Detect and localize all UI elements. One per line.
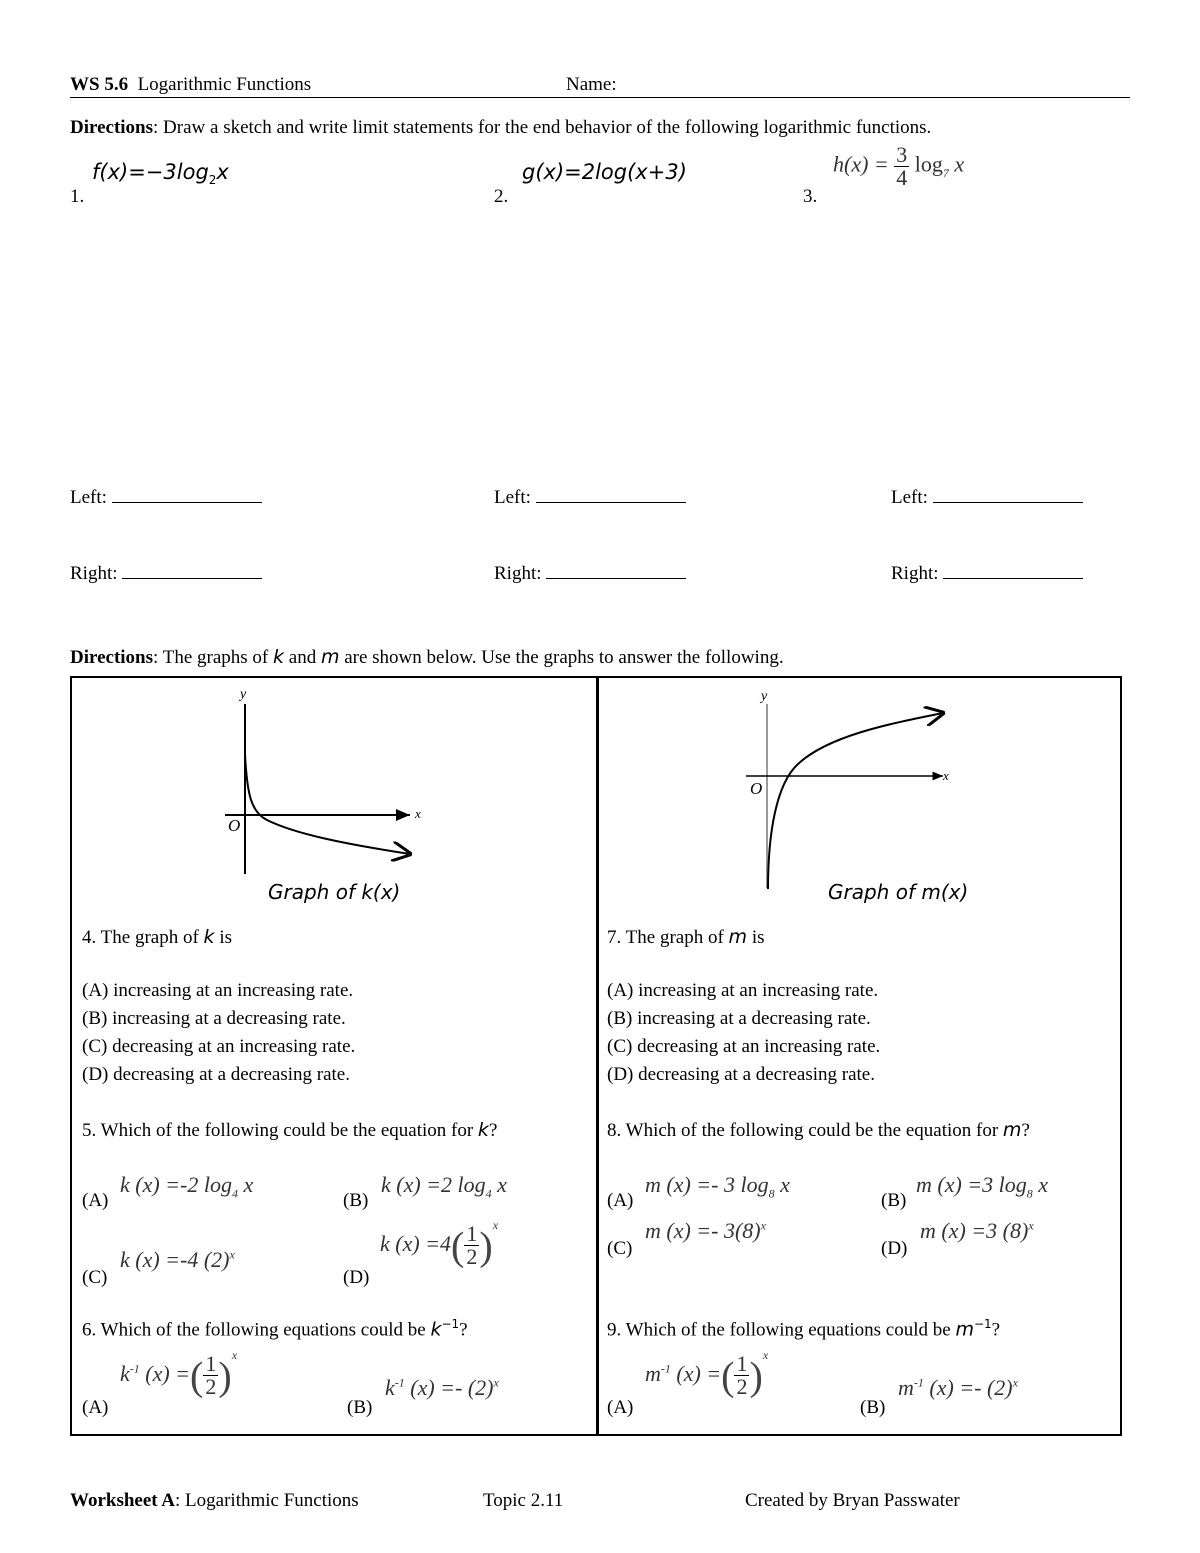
graph-m-origin: O [750,779,763,798]
q7-choice-a[interactable]: (A) increasing at an increasing rate. [607,980,879,1001]
table-divider [596,676,599,1436]
question-4-choices [82,977,355,1089]
problem-3-arg: x [954,151,965,177]
q4-choice-a[interactable]: (A) increasing at an increasing rate. [82,980,354,1001]
q6-a-label[interactable]: (A) [82,1397,109,1418]
question-5: 5. Which of the following could be the equation for k? [82,1119,498,1141]
name-label: Name: [566,74,617,95]
footer-worksheet: Worksheet A: Logarithmic Functions [70,1490,359,1511]
q5-d-label[interactable]: (D) [343,1267,370,1288]
q4-choice-b[interactable]: (B) increasing at a decreasing rate. [82,1008,346,1029]
question-6: 6. Which of the following equations could be $k^{-1}$? [82,1317,468,1341]
problem-1-lhs: f(x)=−3log [92,160,209,184]
worksheet-number: WS 5.6 [70,74,129,95]
q8-c-equation: m $(x) =- 3(8)^x$ [645,1218,766,1243]
problem-1-base: 2 [208,173,217,188]
problem-1-equation [92,160,229,187]
problem-2-equation: g(x)=2log(x+3) [522,160,687,184]
q9-a-label[interactable]: (A) [607,1397,634,1418]
q8-d-equation: m (x) =3 $(8)^x$ [920,1218,1034,1243]
problem-3-lhs: h(x) = [833,151,889,177]
header-rule [70,97,1130,98]
graph-k-curve [245,754,410,854]
q8-b-label[interactable]: (B) [881,1190,907,1211]
question-7-choices [607,977,880,1089]
q8-a-label[interactable]: (A) [607,1190,634,1211]
footer-credit: Created by Bryan Passwater [745,1490,960,1511]
graph-m-curve [768,713,943,889]
q5-a-equation: k (x) =-2 $\log_4 x$ [120,1172,254,1201]
q8-b-equation: m (x) =3 $\log_8 x$ [916,1172,1049,1201]
graph-m-caption: Graph of m(x) [828,880,969,904]
question-4: 4. The graph of k is [82,926,232,948]
q8-c-label[interactable]: (C) [607,1238,633,1259]
graph-k-caption: Graph of k(x) [268,880,401,904]
limit-left-2[interactable]: Left: [494,484,686,509]
q8-a-equation: m (x) =- 3 $\log_8 x$ [645,1172,790,1201]
q6-a-equation: $k^{-1}$ (x) =( $\frac{1}{2}$ )$^x$ [120,1348,238,1400]
q6-b-label[interactable]: (B) [347,1397,373,1418]
worksheet-topic: Logarithmic Functions [137,74,312,95]
q8-d-label[interactable]: (D) [881,1238,908,1259]
q9-b-label[interactable]: (B) [860,1397,886,1418]
q7-choice-c[interactable]: (C) decreasing at an increasing rate. [607,1036,881,1057]
q6-b-equation: $k^{-1}$ $(x) =- (2)^x$ [385,1375,499,1400]
question-7: 7. The graph of m is [607,926,765,948]
limit-left-1[interactable]: Left: [70,484,262,509]
graph-k-origin: O [228,816,241,835]
problem-3-base: 7 [942,165,949,180]
q5-b-equation: k (x) =2 $\log_4 x$ [381,1172,507,1201]
q9-b-equation: $m^{-1}$ $(x) =- (2)^x$ [898,1375,1018,1400]
graph-k [215,684,435,884]
problem-3-number: 3. [803,186,818,207]
q4-choice-d[interactable]: (D) decreasing at a decreasing rate. [82,1064,350,1085]
q5-d-equation: k (x) =4( $\frac{1}{2}$ )$^x$ [380,1218,499,1270]
problem-2-number: 2. [494,186,509,207]
q7-choice-b[interactable]: (B) increasing at a decreasing rate. [607,1008,871,1029]
footer-topic: Topic 2.11 [483,1490,564,1511]
q5-c-equation: k (x) =-4 $(2)^x$ [120,1247,235,1272]
graph-m [738,684,963,894]
directions-graphs: Directions: The graphs of k and m are shown below. Use the graphs to answer the following. [70,646,784,668]
q9-a-equation: $m^{-1}$ (x) =( $\frac{1}{2}$ )$^x$ [645,1348,769,1400]
q5-c-label[interactable]: (C) [82,1267,108,1288]
graph-k-y-label: y [240,687,247,702]
graph-k-x-label: x [415,806,421,821]
q4-choice-c[interactable]: (C) decreasing at an increasing rate. [82,1036,356,1057]
directions-sketch [70,117,931,139]
limit-left-3[interactable]: Left: [891,484,1083,509]
q7-choice-d[interactable]: (D) decreasing at a decreasing rate. [607,1064,875,1085]
limit-right-1[interactable]: Right: [70,560,262,585]
q5-b-label[interactable]: (B) [343,1190,369,1211]
directions-text: : Draw a sketch and write limit statements for the end behavior of the following logarithmic functions. [153,117,932,138]
directions-label: Directions [70,117,154,138]
question-8: 8. Which of the following could be the equation for m? [607,1119,1030,1141]
problem-1-number: 1. [70,186,85,207]
graph-m-x-label: x [943,768,949,783]
problem-3-denominator: 4 [896,165,908,190]
worksheet-title [70,74,311,96]
q5-a-label[interactable]: (A) [82,1190,109,1211]
problem-3-numerator: 3 [896,142,908,167]
problem-3-equation [833,144,964,189]
graph-m-y-label: y [761,689,768,704]
limit-right-3[interactable]: Right: [891,560,1083,585]
question-9: 9. Which of the following equations could be $m^{-1}$? [607,1317,1001,1341]
problem-3-log: log [914,151,943,177]
problem-1-arg: x [216,160,229,184]
limit-right-2[interactable]: Right: [494,560,686,585]
